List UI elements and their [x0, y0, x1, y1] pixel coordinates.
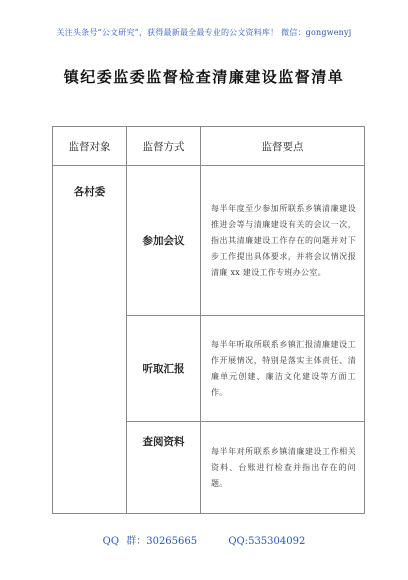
method-cell: [127, 422, 201, 514]
header-note: 关注头条号“公文研究”，获得最新最全最专业的公文资料库！ 微信：gongwenyj: [56, 28, 352, 37]
document-title: 镇纪委监委监督检查清廉建设监督清单: [63, 68, 345, 86]
object-label: 各村委: [73, 186, 106, 198]
supervision-table: [52, 126, 365, 514]
points-cell: 每半年对所联系乡镇清廉建设工作相关资料、台账进行检查并指出存在的问题。: [201, 422, 365, 514]
header-points: 监督要点: [201, 127, 365, 166]
method-label: 听取汇报: [142, 363, 185, 375]
method-cell: [127, 316, 201, 422]
footer-contact: [0, 532, 408, 547]
footer-qq: QQ:535304092: [228, 536, 306, 547]
method-cell: [127, 166, 201, 316]
points-cell: 每半年听取所联系乡镇汇报清廉建设工作开展情况，特别是落实主体责任、清廉单元创建、廉洁文化建设等方面工作。: [201, 316, 365, 422]
header-object: 监督对象: [53, 127, 127, 166]
points-cell: 每半年度至少参加所联系乡镇清廉建设推进会等与清廉建设有关的会议一次，指出其清廉建设工作存在的问题并对下步工作提出具体要求，并将会议情况报清廉 xx 建设工作专班办公室。: [201, 166, 365, 316]
header-method: 监督方式: [127, 127, 201, 166]
footer-qq-group: QQ 群：30265665: [102, 536, 198, 547]
table-row: [53, 166, 365, 316]
method-label: 查阅资料: [142, 436, 185, 448]
method-label: 参加会议: [142, 235, 185, 247]
object-cell: [53, 166, 127, 514]
table-header-row: [53, 127, 365, 166]
